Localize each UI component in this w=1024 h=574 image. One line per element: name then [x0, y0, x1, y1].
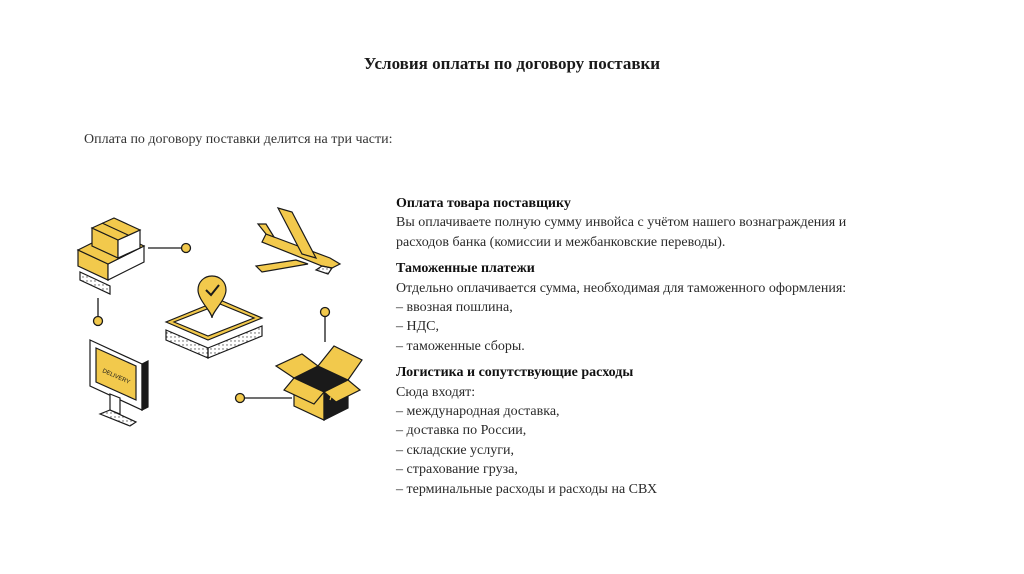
slide-title: Условия оплаты по договору поставки	[363, 54, 661, 73]
section-line: Отдельно оплачивается сумма, необходимая для таможенного оформления:	[396, 280, 847, 296]
section-line: Вы оплачиваете полную сумму инвойса с учётом нашего вознаграждения и	[396, 215, 847, 231]
monitor-label: DELIVERY	[101, 368, 131, 386]
section-line: – доставка по России,	[396, 423, 527, 439]
section-line: расходов банка (комиссии и межбанковские переводы).	[396, 234, 726, 250]
airplane-icon	[256, 208, 340, 274]
section-line: – международная доставка,	[396, 404, 560, 420]
section-line: – терминальные расходы и расходы на СВХ	[396, 481, 658, 497]
open-box-icon	[276, 346, 362, 420]
section-line: Сюда входят:	[396, 384, 476, 400]
section-title: Таможенные платежи	[396, 261, 535, 277]
boxes-on-pallet-icon	[78, 218, 144, 294]
section-line: – НДС,	[396, 319, 439, 335]
section-supplier-payment	[396, 194, 956, 252]
section-line: – таможенные сборы.	[396, 338, 525, 354]
section-title: Логистика и сопутствующие расходы	[396, 365, 634, 381]
payment-sections	[396, 194, 956, 506]
section-line: – ввозная пошлина,	[396, 300, 513, 316]
logistics-illustration	[70, 200, 370, 435]
section-customs-payments	[396, 259, 956, 356]
section-logistics	[396, 363, 956, 499]
section-title: Оплата товара поставщику	[396, 196, 571, 211]
monitor-icon	[90, 340, 148, 426]
intro-text: Оплата по договору поставки делится на три части:	[84, 132, 393, 147]
clipboard-location-icon	[166, 276, 262, 358]
section-line: – страхование груза,	[396, 462, 518, 478]
section-line: – складские услуги,	[396, 442, 514, 458]
